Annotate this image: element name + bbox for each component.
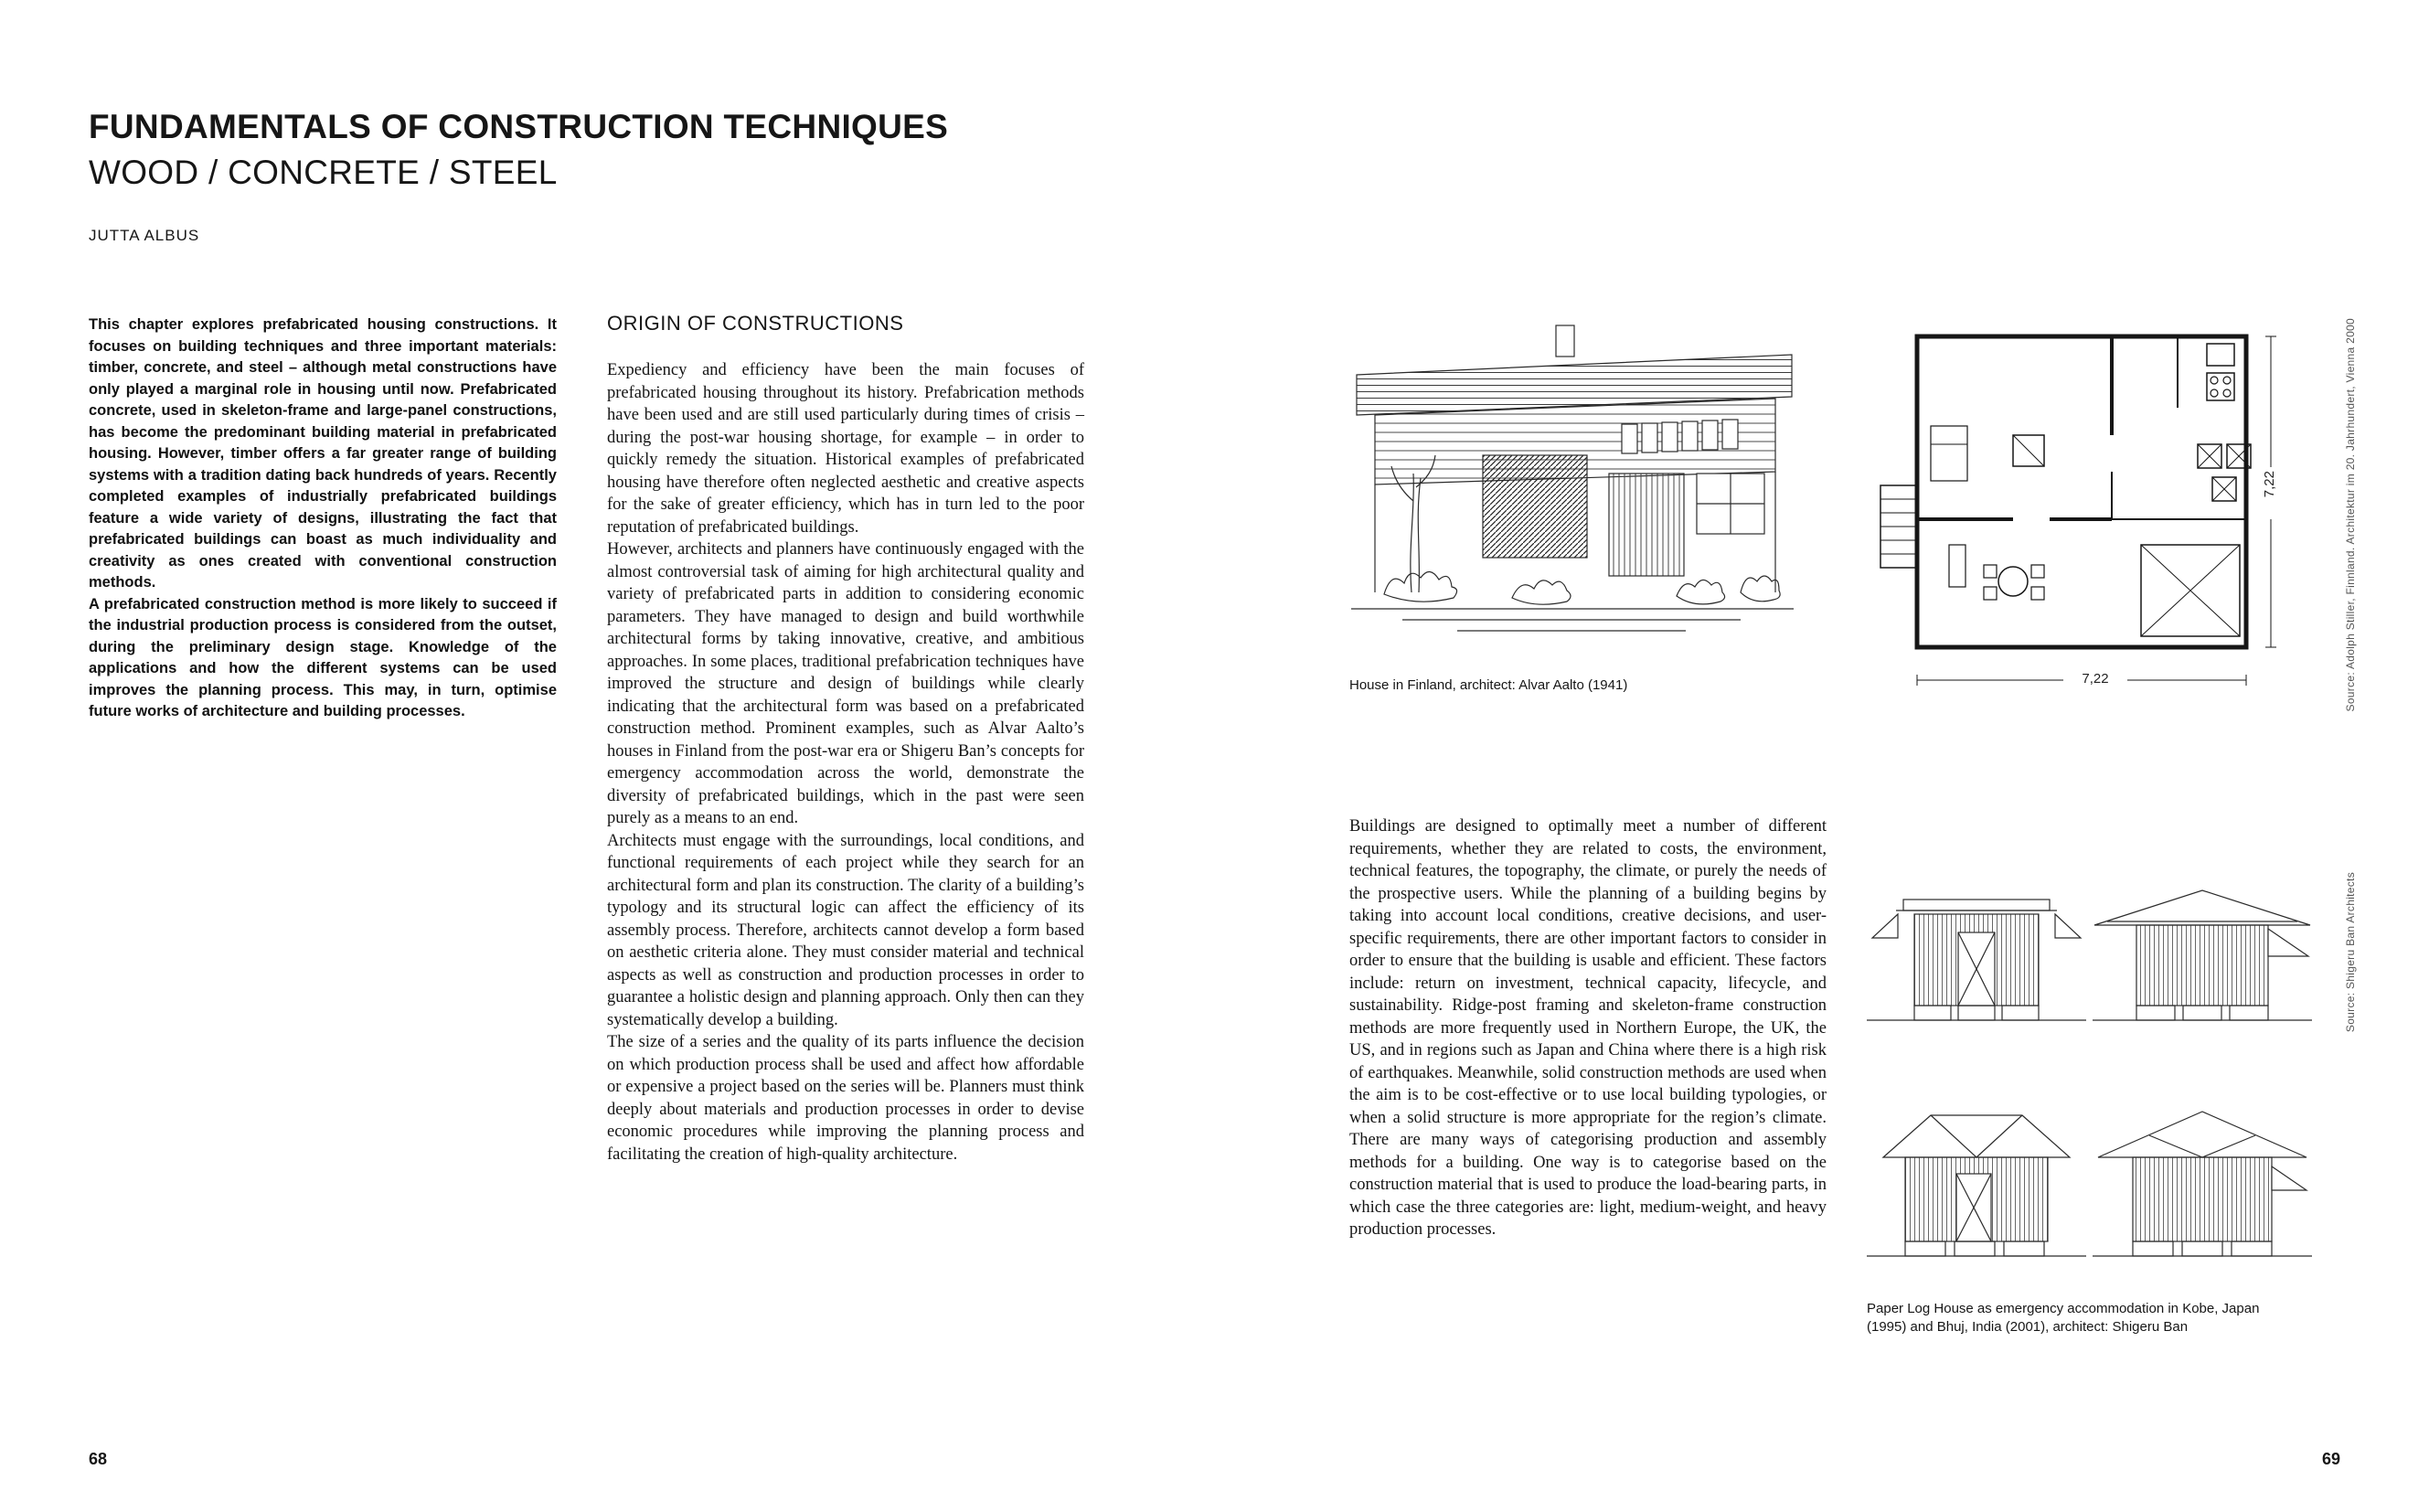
plan-dimension-width: 7,22 (2082, 671, 2109, 687)
floor-plan-drawing (1876, 325, 2296, 709)
intro-paragraph: This chapter explores prefabricated housing constructions. It focuses on building techniques and three important materials: timber, concrete, and steel – although metal constructions have only played a marginal role in housing until now. Prefabricated concrete, used in skeleton-frame and large-panel constructions, has become the predominant building material in prefabricated housing. However, timber offers a far greater range of building systems with a tradition dating back hundreds of years. Recently completed examples of industrially prefabricated buildings feature a wide variety of designs, illustrating the fact that prefabricated buildings can boast as much individuality and creativity as ones created with conventional construction methods. (89, 316, 557, 591)
body-paragraph: However, architects and planners have continuously engaged with the almost controversial task of aiming for high architectural quality and variety of prefabricated parts in addition to considering economic parameters. They have managed to design and build worthwhile architectural forms by taking innovative, creative, and ambitious approaches. In some places, traditional prefabrication techniques have improved the structure and design of buildings while clearly indicating that the architectural form was based on a prefabricated construction method. Prominent examples, such as Alvar Aalto’s houses in Finland from the post-war era or Shigeru Ban’s concepts for emergency accommodation across the world, demonstrate the diversity of prefabricated buildings, which in the past were seen purely as a means to an end. (607, 540, 1084, 827)
chapter-title: FUNDAMENTALS OF CONSTRUCTION TECHNIQUES (89, 108, 949, 145)
caption-paper-log-house: Paper Log House as emergency accommodation in Kobe, Japan (1995) and Bhuj, India (2001), architect: Shigeru Ban (1867, 1301, 2260, 1335)
origin-column (607, 312, 1084, 1166)
log-house-elevation-3 (1867, 1115, 2086, 1256)
body-paragraph: The size of a series and the quality of its parts influence the decision on which production process shall be used and affect how affordable or expensive a project based on the series will be. Planners must think deeply about materials and production processes in order to devise economic procedures while improving the planning process and facilitating the creation of high-quality architecture. (607, 1033, 1084, 1164)
author-name: JUTTA ALBUS (89, 227, 200, 244)
source-credit-ban: Source: Shigeru Ban Architects (2344, 872, 2357, 1033)
source-credit-aalto: Source: Adolph Stiller, Finnland. Architektur im 20. Jahrhundert, Vienna 2000 (2344, 318, 2357, 712)
aalto-elevation-drawing (1348, 318, 1797, 664)
body-paragraph: Expediency and efficiency have been the main focuses of prefabricated housing throughout its history. Prefabrication methods have been used and are still used particularly during times of crisis – during the post-war housing shortage, for example – in order to quickly remedy the situation. Historical examples of prefabricated housing have therefore often neglected aesthetic and creative aspects for the sake of greater efficiency, which has in turn led to the poor reputation of prefabricated buildings. (607, 361, 1084, 537)
intro-column (89, 314, 557, 723)
body-paragraph: Buildings are designed to optimally meet a number of different requirements, whether they are related to costs, the environment, technical features, the topography, the climate, or purely the needs of the prospective users. While the planning of a building begins by taking into account local conditions, creative decisions, and user-specific requirements, there are other important factors to consider in order to ensure that the building is usable and efficient. These factors include: return on investment, technical capacity, lifecycle, and sustainability. Ridge-post framing and skeleton-frame construction methods are more frequently used in Northern Europe, the UK, the US, and in regions such as Japan and China where there is a high risk of earthquakes. Meanwhile, solid construction methods are used when the aim is to be cost-effective or to use local building typologies, or when a solid structure is more appropriate for the region’s climate. There are many ways of categorising production and assembly methods for a building. One way is to categorise based on the construction material that is used to produce the load-bearing parts, in which case the three categories are: light, medium-weight, and heavy production processes. (1349, 817, 1827, 1239)
log-house-elevation-2 (2093, 890, 2312, 1020)
page-number-left: 68 (89, 1450, 108, 1468)
chapter-header (89, 108, 948, 192)
page-number-right: 69 (2322, 1450, 2341, 1468)
figure-aalto-floor-plan (1876, 325, 2296, 714)
intro-paragraph: A prefabricated construction method is more likely to succeed if the industrial production process is considered from the outset, during the preliminary design stage. Knowledge of the applications and how the different systems can be used improves the planning process. This may, in turn, optimise future works of architecture and building processes. (89, 595, 557, 719)
chapter-subtitle: WOOD / CONCRETE / STEEL (89, 154, 558, 191)
body-paragraph: Architects must engage with the surroundings, local conditions, and functional requirements of each project while they search for an architectural form and plan its construction. The clarity of a building’s typology and its structural logic can affect the efficiency of its assembly process. Therefore, architects cannot develop a form based on aesthetic criteria alone. They must consider material and technical aspects as well as construction and production processes in order to guarantee a holistic design and planning approach. Only then can they systematically develop a building. (607, 831, 1084, 1029)
log-house-elevation-4 (2093, 1112, 2312, 1256)
paper-log-house-drawings (1867, 872, 2312, 1297)
figure-aalto-elevation (1348, 318, 1797, 668)
right-text-column (1349, 815, 1827, 1241)
figure-paper-log-house (1867, 872, 2312, 1302)
caption-aalto-house: House in Finland, architect: Alvar Aalto (1941) (1349, 677, 1628, 693)
plan-dimension-height: 7,22 (2262, 471, 2277, 498)
log-house-elevation-1 (1867, 900, 2086, 1020)
section-heading: ORIGIN OF CONSTRUCTIONS (607, 312, 904, 335)
